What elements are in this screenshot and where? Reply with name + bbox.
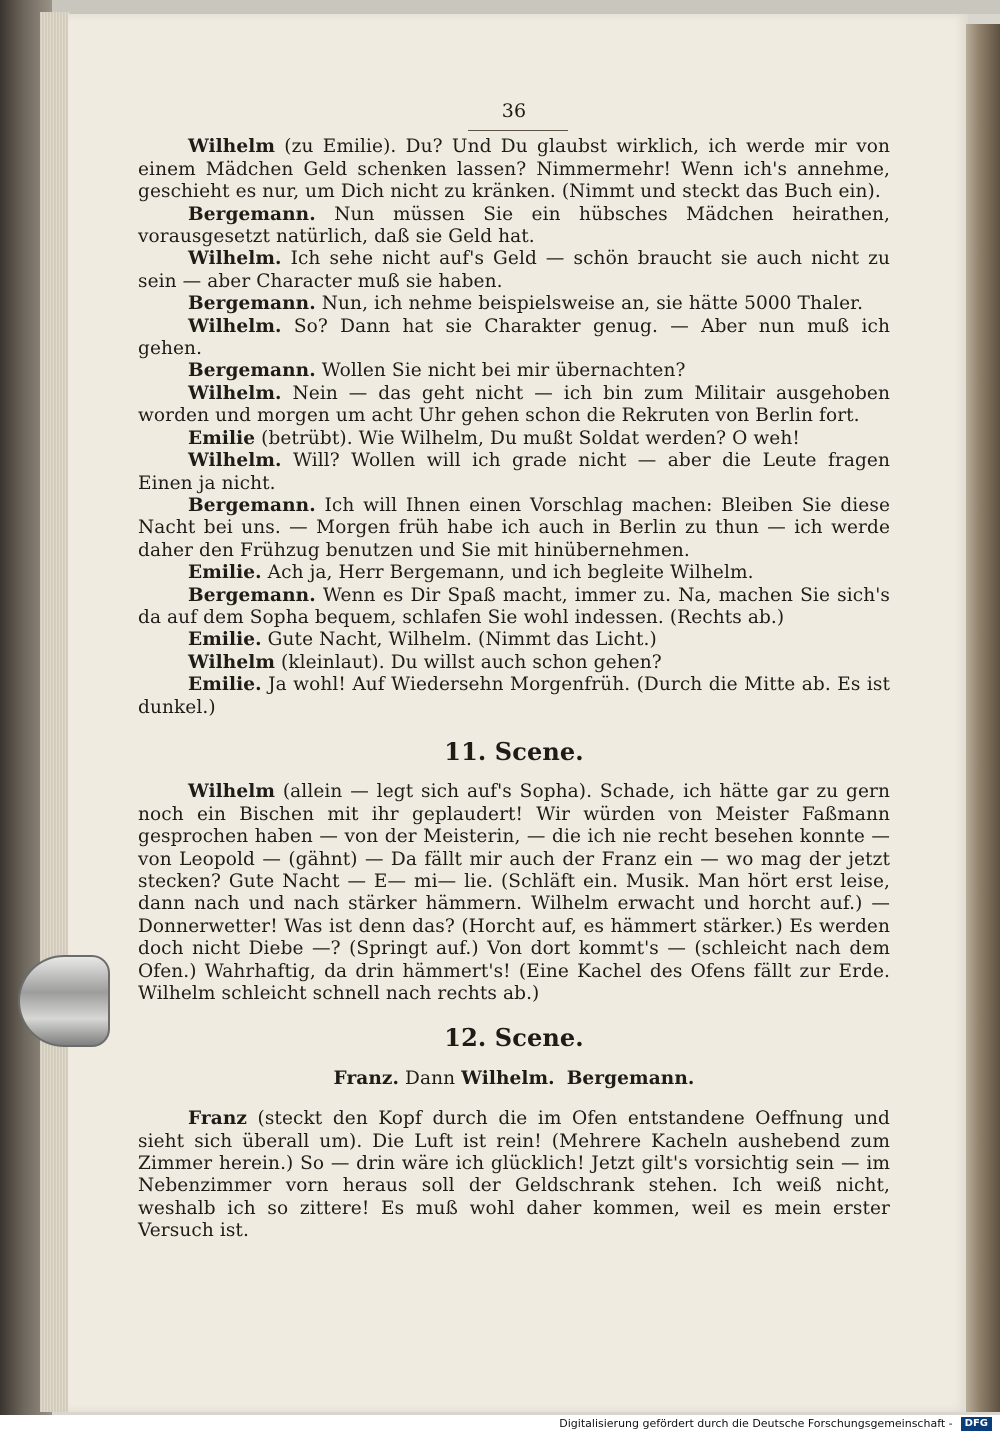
speaker-name: Emilie. (188, 629, 262, 651)
line-text: Nun, ich nehme beispielsweise an, sie hätte 5000 Thaler. (315, 293, 864, 315)
speaker-name: Bergemann. (188, 360, 316, 382)
dialogue-line (138, 248, 890, 293)
dialogue-line (138, 428, 890, 450)
dialogue-line (138, 204, 890, 249)
dialogue-line (138, 562, 890, 584)
scene-11-heading: 11. Scene. (444, 736, 584, 766)
speaker-name: Wilhelm (188, 651, 276, 673)
scanner-clip (18, 955, 110, 1047)
line-text: (allein — legt sich auf's Sopha). Schade, ich hätte gar zu gern noch ein Bischen mit ihr geplaudert! Wir würden von Meister Faßmann gesprochen haben — von der Meisterin, — die ich nie recht besehen konnte — von Leopold — (gähnt) — Da fällt mir auch der Franz ein — wo mag der jetzt stecken? Gute Nacht — E— mi— lie. (Schläft ein. Musik. Man hört erst leise, dann nach und nach stärker hämmern. Wilhelm erwacht und horcht auf.) — Donnerwetter! Was ist denn das? (Horcht auf, es hämmert stärker.) Es werden doch nicht Diebe —? (Springt auf.) Von dort kommt's — (schleicht nach dem Ofen.) Wahrhaftig, da drin hämmert's! (Eine Kachel des Ofens fällt zur Erde. Wilhelm schleicht schnell nach rechts ab.) (138, 781, 890, 1005)
speaker-name: Bergemann. (188, 494, 316, 516)
dialogue-scene-12 (138, 1108, 890, 1242)
speaker-name: Emilie. (188, 674, 262, 696)
speaker-name: Emilie. (188, 562, 262, 584)
dialogue-line (138, 495, 890, 562)
cast-wilhelm: Wilhelm. (461, 1067, 555, 1089)
speaker-name: Emilie (188, 427, 256, 449)
line-text: So? Dann hat sie Charakter genug. — Aber nun muß ich gehen. (138, 315, 890, 360)
dialogue-line (138, 652, 890, 674)
line-text: Gute Nacht, Wilhelm. (Nimmt das Licht.) (261, 629, 657, 651)
dialogue-scene-11 (138, 781, 890, 1005)
dialogue-line (138, 360, 890, 382)
page-text (138, 100, 890, 1243)
scan-background-top (0, 0, 1000, 14)
dialogue-line (138, 136, 890, 203)
speaker-name: Wilhelm (188, 781, 276, 803)
line-text: (betrübt). Wie Wilhelm, Du mußt Soldat werden? O weh! (255, 427, 800, 449)
speaker-name: Wilhelm. (188, 248, 282, 270)
dialogue-line (138, 450, 890, 495)
book-spine-right (966, 24, 1000, 1412)
footer-text: Digitalisierung gefördert durch die Deutsche Forschungsgemeinschaft - (559, 1417, 953, 1430)
line-text: Nun müssen Sie ein hübsches Mädchen heirathen, vorausgesetzt natürlich, daß sie Geld hat. (138, 203, 890, 248)
speaker-name: Wilhelm (188, 136, 276, 158)
cast-dann: Dann (399, 1067, 462, 1089)
cast-bergemann: Bergemann. (566, 1067, 695, 1089)
line-text: (zu Emilie). Du? Und Du glaubst wirklich, ich werde mir von einem Mädchen Geld schenken lassen? Nimmermehr! Wenn ich's annehme, geschieht es nur, um Dich nicht zu kränken. (Nimmt und steckt das Buch ein). (138, 136, 890, 203)
book-pages-edge (40, 12, 70, 1412)
line-text: Ich sehe nicht auf's Geld — schön braucht sie auch nicht zu sein — aber Character muß sie haben. (138, 248, 890, 292)
speaker-name: Bergemann. (188, 203, 316, 225)
page-number: 36 (138, 100, 890, 122)
line-text: (kleinlaut). Du willst auch schon gehen? (275, 651, 662, 673)
line-text: Wenn es Dir Spaß macht, immer zu. Na, machen Sie sich's da auf dem Sopha bequem, schlafen Sie wohl indessen. (Rechts ab.) (138, 584, 890, 628)
speaker-name: Wilhelm. (188, 450, 282, 472)
speaker-name: Wilhelm. (188, 382, 282, 404)
line-text: Nein — das geht nicht — ich bin zum Militair ausgehoben worden und morgen um acht Uhr gehen schon die Rekruten von Berlin fort. (138, 382, 890, 427)
line-text: Wollen Sie nicht bei mir übernachten? (315, 360, 686, 382)
dialogue-line (138, 629, 890, 651)
line-text: (steckt den Kopf durch die im Ofen entstandene Oeffnung und sieht sich überall um). Die Luft ist rein! (Mehrere Kacheln aushebend zum Zimmer herein.) So — drin wäre ich glücklich! Jetzt gilt's vorsichtig sein — im Nebenzimmer vorn heraus soll der Geldschrank stehen. Ich weiß nicht, weshalb ich so zittere! Es muß wohl daher kommen, weil es mein erster Versuch ist. (138, 1108, 890, 1242)
dfg-footer (0, 1415, 1000, 1433)
dialogue-line (138, 383, 890, 428)
dialogue-before-scene-11 (138, 136, 890, 719)
cast-franz: Franz. (333, 1067, 400, 1089)
speaker-name: Franz (188, 1108, 247, 1130)
speaker-name: Bergemann. (188, 584, 316, 606)
line-text: Ja wohl! Auf Wiedersehn Morgenfrüh. (Durch die Mitte ab. Es ist dunkel.) (138, 674, 890, 718)
line-text: Ich will Ihnen einen Vorschlag machen: Bleiben Sie diese Nacht bei uns. — Morgen früh habe ich auch in Berlin zu thun — ich werde daher den Frühzug benutzen und Sie mit hinübernehmen. (138, 494, 890, 561)
scene-12-cast (138, 1068, 890, 1090)
dialogue-line (138, 316, 890, 361)
dfg-logo: DFG (961, 1417, 992, 1431)
dialogue-line (138, 674, 890, 719)
scene-12-heading: 12. Scene. (444, 1023, 584, 1053)
dialogue-line (138, 781, 890, 1005)
dialogue-line (138, 585, 890, 630)
line-text: Will? Wollen will ich grade nicht — aber die Leute fragen Einen ja nicht. (138, 450, 890, 494)
speaker-name: Bergemann. (188, 293, 316, 315)
dialogue-line (138, 293, 890, 315)
dialogue-line (138, 1108, 890, 1242)
speaker-name: Wilhelm. (188, 315, 282, 337)
line-text: Ach ja, Herr Bergemann, und ich begleite Wilhelm. (261, 562, 754, 584)
